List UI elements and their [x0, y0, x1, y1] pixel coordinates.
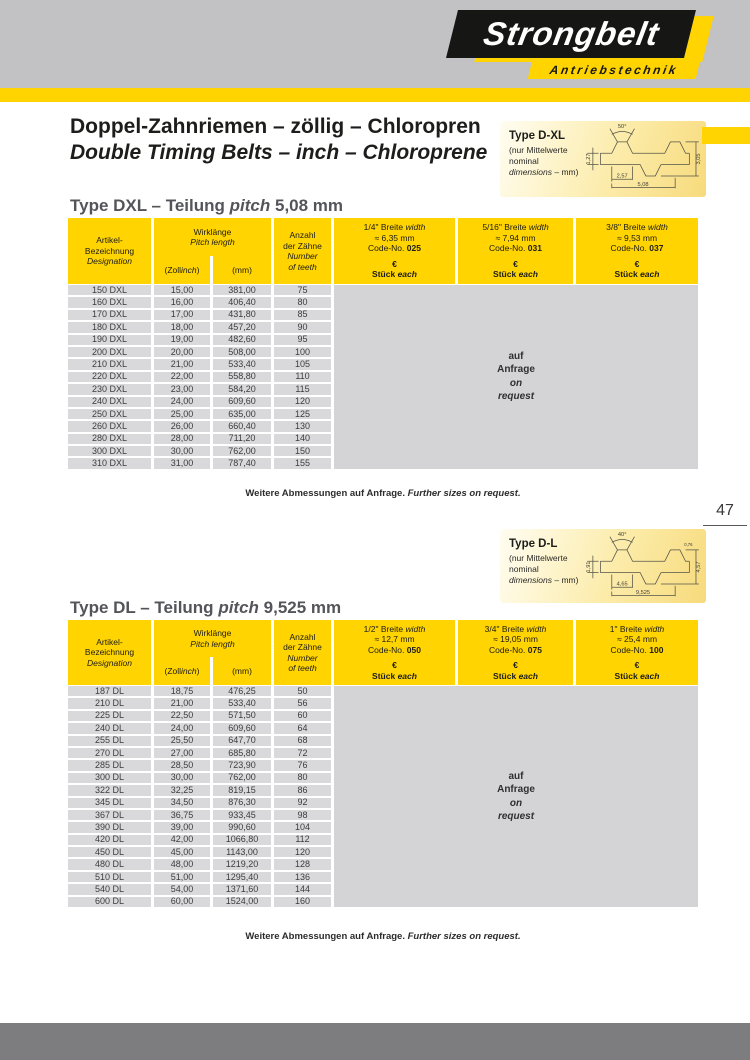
- cell-length-mm: 762,00: [213, 773, 271, 783]
- page-title: [70, 114, 487, 166]
- profile-note-line: nominal: [509, 564, 539, 574]
- footer-band: [0, 1023, 750, 1060]
- cell-teeth: 144: [274, 884, 331, 894]
- cell-length-mm: 723,90: [213, 760, 271, 770]
- cell-length-inch: 23,00: [154, 384, 210, 394]
- cell-length-mm: 609,60: [213, 723, 271, 733]
- cell-designation: 200 DXL: [68, 347, 151, 357]
- dimension-label: 1,91: [586, 561, 593, 573]
- column-header-designation: Artikel- Bezeichnung Designation: [68, 218, 151, 284]
- section-title-dxl: Type DXL – Teilung pitch 5,08 mm: [70, 196, 344, 215]
- dimension-label: 9,525: [635, 589, 651, 596]
- cell-length-mm: 381,00: [213, 285, 271, 295]
- dimension-label: 5,08: [637, 181, 649, 188]
- cell-length-mm: 508,00: [213, 347, 271, 357]
- table-row: [68, 322, 331, 332]
- cell-designation: 280 DXL: [68, 434, 151, 444]
- cell-teeth: 120: [274, 397, 331, 407]
- cell-length-inch: 16,00: [154, 297, 210, 307]
- on-request-cell: auf Anfrage on request: [334, 285, 698, 469]
- cell-designation: 322 DL: [68, 785, 151, 795]
- dimension-label: 1,27: [586, 153, 593, 165]
- cell-length-mm: 933,45: [213, 810, 271, 820]
- subcolumn-header-inch: (Zoll inch ): [164, 264, 200, 275]
- cell-teeth: 136: [274, 872, 331, 882]
- cell-length-mm: 476,25: [213, 686, 271, 696]
- dimension-label: 2,57: [616, 173, 628, 180]
- dimension-label: 3,05: [696, 153, 703, 165]
- table-row: [68, 372, 331, 382]
- cell-designation: 210 DL: [68, 698, 151, 708]
- cell-teeth: 128: [274, 859, 331, 869]
- table-row: [68, 822, 331, 832]
- currency-symbol: €: [392, 258, 397, 269]
- page-title-de: Doppel-Zahnriemen – zöllig – Chloropren: [70, 115, 481, 138]
- table-header: [68, 620, 698, 685]
- currency-symbol: €: [634, 258, 640, 269]
- cell-length-mm: 685,80: [213, 748, 271, 758]
- cell-length-inch: 21,00: [154, 698, 210, 708]
- cell-length-mm: 647,70: [213, 736, 271, 746]
- cell-length-inch: 39,00: [154, 822, 210, 832]
- cell-length-mm: 990,60: [213, 822, 271, 832]
- cell-length-mm: 711,20: [213, 434, 271, 444]
- table-row: [68, 285, 331, 295]
- cell-designation: 240 DXL: [68, 397, 151, 407]
- profile-type-label: Type D-L: [509, 538, 558, 550]
- table-row: [68, 686, 331, 696]
- currency-symbol: €: [513, 258, 518, 269]
- cell-length-inch: 24,00: [154, 397, 210, 407]
- table-footnote: Weitere Abmessungen auf Anfrage. Further sizes on request.: [245, 488, 521, 499]
- cell-teeth: 90: [274, 322, 331, 332]
- cell-designation: 250 DXL: [68, 409, 151, 419]
- cell-teeth: 104: [274, 822, 331, 832]
- table-rows: [68, 686, 331, 909]
- cell-length-mm: 406,40: [213, 297, 271, 307]
- price-column-header: 5/16" Breite width ≈ 7,94 mm Code-No. 031 € Stück each: [458, 218, 573, 284]
- price-column-header: 3/8" Breite width ≈ 9,53 mm Code-No. 037 € Stück each: [576, 218, 698, 284]
- table-row: [68, 897, 331, 907]
- table-row: [68, 760, 331, 770]
- cell-designation: 285 DL: [68, 760, 151, 770]
- subcolumn-header-mm: (mm): [232, 665, 252, 676]
- table-body: [68, 285, 698, 471]
- cell-length-mm: 457,20: [213, 322, 271, 332]
- profile-note-line: (nur Mittelwerte: [509, 145, 568, 155]
- section-title-dl: Type DL – Teilung pitch 9,525 mm: [70, 598, 342, 617]
- cell-teeth: 115: [274, 384, 331, 394]
- cell-length-inch: 42,00: [154, 835, 210, 845]
- price-column-header: 1/2" Breite width ≈ 12,7 mm Code-No. 050 € Stück each: [334, 620, 455, 685]
- table-row: [68, 884, 331, 894]
- cell-designation: 225 DL: [68, 711, 151, 721]
- cell-designation: 300 DXL: [68, 446, 151, 456]
- table-row: [68, 409, 331, 419]
- cell-length-mm: 876,30: [213, 798, 271, 808]
- cell-length-mm: 558,80: [213, 372, 271, 382]
- table-row: [68, 711, 331, 721]
- cell-length-mm: 762,00: [213, 446, 271, 456]
- cell-length-inch: 18,00: [154, 322, 210, 332]
- cell-length-inch: 26,00: [154, 421, 210, 431]
- cell-length-inch: 19,00: [154, 335, 210, 345]
- cell-length-mm: 660,40: [213, 421, 271, 431]
- table-row: [68, 384, 331, 394]
- header-band: [0, 0, 750, 88]
- cell-designation: 150 DXL: [68, 285, 151, 295]
- cell-teeth: 80: [274, 773, 331, 783]
- table-body: [68, 686, 698, 909]
- cell-designation: 390 DL: [68, 822, 151, 832]
- column-header-pitch-length: Wirklänge Pitch length (Zoll inch ) (mm): [154, 620, 271, 685]
- cell-designation: 255 DL: [68, 736, 151, 746]
- belt-profile-drawing: [582, 531, 704, 601]
- cell-length-inch: 22,00: [154, 372, 210, 382]
- table-row: [68, 698, 331, 708]
- cell-designation: 170 DXL: [68, 310, 151, 320]
- currency-symbol: €: [634, 660, 640, 671]
- cell-length-mm: 1219,20: [213, 859, 271, 869]
- cell-designation: 345 DL: [68, 798, 151, 808]
- cell-teeth: 150: [274, 446, 331, 456]
- cell-designation: 420 DL: [68, 835, 151, 845]
- price-column-header: 1/4" Breite width ≈ 6,35 mm Code-No. 025 € Stück each: [334, 218, 455, 284]
- profile-note-line: (nur Mittelwerte: [509, 553, 568, 563]
- cell-designation: 367 DL: [68, 810, 151, 820]
- cell-length-mm: 609,60: [213, 397, 271, 407]
- logo-black-shape: [446, 10, 696, 58]
- column-header-teeth: Anzahl der Zähne Number of teeth: [274, 218, 331, 284]
- table-row: [68, 773, 331, 783]
- column-header-teeth: Anzahl der Zähne Number of teeth: [274, 620, 331, 685]
- cell-teeth: 72: [274, 748, 331, 758]
- cell-teeth: 95: [274, 335, 331, 345]
- cell-designation: 540 DL: [68, 884, 151, 894]
- cell-length-mm: 533,40: [213, 698, 271, 708]
- cell-length-inch: 25,00: [154, 409, 210, 419]
- cell-length-inch: 36,75: [154, 810, 210, 820]
- price-column-header: 1" Breite width ≈ 25,4 mm Code-No. 100 € Stück each: [576, 620, 698, 685]
- dimension-label: 50°: [617, 124, 627, 131]
- cell-length-mm: 1295,40: [213, 872, 271, 882]
- brand-logo: [450, 8, 710, 84]
- profile-info-text: [509, 538, 578, 586]
- cell-teeth: 112: [274, 835, 331, 845]
- on-request-cell: auf Anfrage on request: [334, 686, 698, 907]
- table-row: [68, 810, 331, 820]
- profile-info-box-dxl: [500, 121, 706, 197]
- cell-teeth: 130: [274, 421, 331, 431]
- accent-band: [0, 88, 750, 102]
- cell-designation: 260 DXL: [68, 421, 151, 431]
- cell-length-mm: 431,80: [213, 310, 271, 320]
- table-row: [68, 397, 331, 407]
- cell-length-mm: 533,40: [213, 359, 271, 369]
- cell-teeth: 68: [274, 736, 331, 746]
- profile-info-box-dl: [500, 529, 706, 603]
- cell-length-inch: 20,00: [154, 347, 210, 357]
- cell-designation: 450 DL: [68, 847, 151, 857]
- table-row: [68, 835, 331, 845]
- cell-length-inch: 51,00: [154, 872, 210, 882]
- cell-length-inch: 34,50: [154, 798, 210, 808]
- table-row: [68, 785, 331, 795]
- cell-length-mm: 1371,60: [213, 884, 271, 894]
- column-header-pitch-length: Wirklänge Pitch length (Zoll inch ) (mm): [154, 218, 271, 284]
- cell-designation: 480 DL: [68, 859, 151, 869]
- page-title-en: Double Timing Belts – inch – Chloroprene: [70, 141, 488, 164]
- table-footnote: Weitere Abmessungen auf Anfrage. Further sizes on request.: [245, 931, 521, 942]
- cell-teeth: 56: [274, 698, 331, 708]
- cell-teeth: 86: [274, 785, 331, 795]
- belt-profile-drawing: [582, 123, 704, 193]
- cell-teeth: 140: [274, 434, 331, 444]
- column-header-designation: Artikel- Bezeichnung Designation: [68, 620, 151, 685]
- cell-teeth: 75: [274, 285, 331, 295]
- cell-length-inch: 28,50: [154, 760, 210, 770]
- profile-info-text: [509, 130, 578, 178]
- cell-length-inch: 24,00: [154, 723, 210, 733]
- cell-designation: 220 DXL: [68, 372, 151, 382]
- dl-table: [68, 620, 698, 909]
- cell-length-inch: 32,25: [154, 785, 210, 795]
- dimension-label: 40°: [617, 532, 627, 539]
- cell-designation: 160 DXL: [68, 297, 151, 307]
- cell-length-mm: 1143,00: [213, 847, 271, 857]
- cell-length-inch: 21,00: [154, 359, 210, 369]
- table-row: [68, 434, 331, 444]
- cell-teeth: 120: [274, 847, 331, 857]
- profile-note-line: dimensions – mm): [509, 575, 579, 585]
- cell-designation: 180 DXL: [68, 322, 151, 332]
- cell-designation: 310 DXL: [68, 458, 151, 468]
- cell-length-mm: 482,60: [213, 335, 271, 345]
- table-header: [68, 218, 698, 284]
- page-edge-tab: [702, 127, 750, 144]
- table-row: [68, 310, 331, 320]
- dimension-label: 0,76: [684, 542, 693, 548]
- cell-teeth: 92: [274, 798, 331, 808]
- table-row: [68, 297, 331, 307]
- cell-teeth: 155: [274, 458, 331, 468]
- cell-designation: 187 DL: [68, 686, 151, 696]
- table-row: [68, 723, 331, 733]
- cell-designation: 270 DL: [68, 748, 151, 758]
- cell-teeth: 110: [274, 372, 331, 382]
- currency-symbol: €: [392, 660, 397, 671]
- profile-note-line: dimensions – mm): [509, 167, 579, 177]
- cell-length-mm: 1524,00: [213, 897, 271, 907]
- cell-length-inch: 60,00: [154, 897, 210, 907]
- cell-teeth: 85: [274, 310, 331, 320]
- cell-length-inch: 17,00: [154, 310, 210, 320]
- profile-type-label: Type D-XL: [509, 130, 566, 142]
- cell-designation: 230 DXL: [68, 384, 151, 394]
- dxl-table: [68, 218, 698, 471]
- brand-name: Strongbelt: [480, 15, 662, 52]
- subcolumn-header-mm: (mm): [232, 264, 252, 275]
- table-rows: [68, 285, 331, 471]
- cell-length-inch: 15,00: [154, 285, 210, 295]
- cell-length-mm: 819,15: [213, 785, 271, 795]
- cell-length-inch: 30,00: [154, 446, 210, 456]
- cell-designation: 600 DL: [68, 897, 151, 907]
- table-row: [68, 347, 331, 357]
- dimension-label: 4,65: [616, 581, 628, 588]
- cell-length-inch: 28,00: [154, 434, 210, 444]
- table-row: [68, 798, 331, 808]
- cell-length-inch: 25,50: [154, 736, 210, 746]
- cell-length-mm: 1066,80: [213, 835, 271, 845]
- currency-symbol: €: [513, 660, 518, 671]
- table-row: [68, 335, 331, 345]
- brand-tagline: Antriebstechnik: [548, 62, 680, 77]
- cell-teeth: 98: [274, 810, 331, 820]
- cell-designation: 190 DXL: [68, 335, 151, 345]
- cell-designation: 210 DXL: [68, 359, 151, 369]
- cell-length-inch: 18,75: [154, 686, 210, 696]
- table-row: [68, 872, 331, 882]
- cell-teeth: 64: [274, 723, 331, 733]
- table-row: [68, 421, 331, 431]
- table-row: [68, 736, 331, 746]
- price-column-header: 3/4" Breite width ≈ 19,05 mm Code-No. 075 € Stück each: [458, 620, 573, 685]
- cell-teeth: 60: [274, 711, 331, 721]
- cell-length-mm: 787,40: [213, 458, 271, 468]
- cell-designation: 510 DL: [68, 872, 151, 882]
- dimension-label: 4,57: [696, 561, 703, 573]
- table-row: [68, 847, 331, 857]
- cell-teeth: 105: [274, 359, 331, 369]
- cell-length-mm: 571,50: [213, 711, 271, 721]
- cell-length-inch: 22,50: [154, 711, 210, 721]
- cell-length-inch: 45,00: [154, 847, 210, 857]
- subcolumn-header-inch: (Zoll inch ): [164, 665, 200, 676]
- cell-teeth: 160: [274, 897, 331, 907]
- cell-length-inch: 30,00: [154, 773, 210, 783]
- cell-length-inch: 54,00: [154, 884, 210, 894]
- cell-teeth: 100: [274, 347, 331, 357]
- cell-length-inch: 48,00: [154, 859, 210, 869]
- table-row: [68, 859, 331, 869]
- cell-length-inch: 27,00: [154, 748, 210, 758]
- cell-length-mm: 635,00: [213, 409, 271, 419]
- cell-teeth: 80: [274, 297, 331, 307]
- table-row: [68, 359, 331, 369]
- cell-length-mm: 584,20: [213, 384, 271, 394]
- cell-designation: 300 DL: [68, 773, 151, 783]
- cell-length-inch: 31,00: [154, 458, 210, 468]
- table-row: [68, 748, 331, 758]
- page-number: 47: [703, 502, 747, 526]
- table-row: [68, 446, 331, 456]
- cell-designation: 240 DL: [68, 723, 151, 733]
- cell-teeth: 76: [274, 760, 331, 770]
- profile-note-line: nominal: [509, 156, 539, 166]
- table-row: [68, 458, 331, 468]
- cell-teeth: 125: [274, 409, 331, 419]
- logo-tagline-bar: [528, 60, 701, 79]
- cell-teeth: 50: [274, 686, 331, 696]
